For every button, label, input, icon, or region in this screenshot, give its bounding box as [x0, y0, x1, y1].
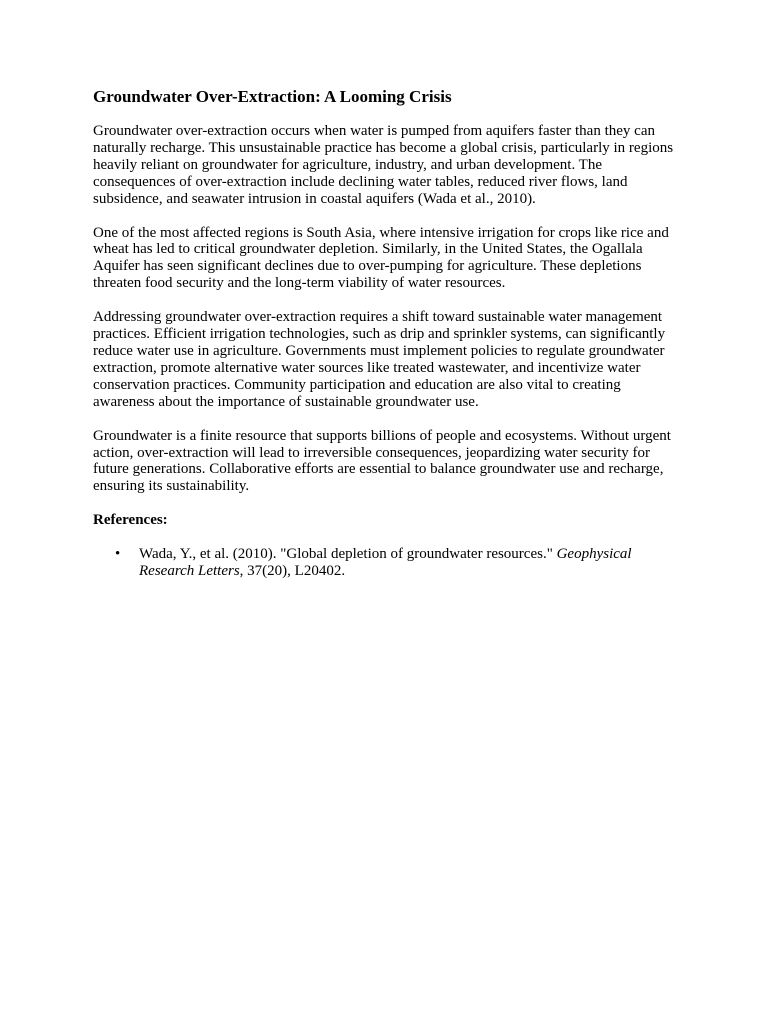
bullet-icon: •: [115, 546, 121, 563]
paragraph-solutions: Addressing groundwater over-extraction requires a shift toward sustainable water management practices. Efficient irrigation technologies, such as drip and sprinkler systems, can significantly reduce water use in agriculture. Governments must implement policies to regulate groundwater extraction, promote alternative water sources like treated wastewater, and incentivize water conservation practices. Community participation and education are also vital to creating awareness about the importance of sustainable groundwater use.: [93, 309, 666, 410]
references-heading: References:: [93, 512, 168, 529]
paragraph-conclusion: Groundwater is a finite resource that supports billions of people and ecosystems. Without urgent action, over-extraction will lead to irreversible consequences, jeopardizing water security for future generations. Collaborative efforts are essential to balance groundwater use and recharge, ensuring its sustainability.: [93, 427, 671, 495]
paragraph-intro: Groundwater over-extraction occurs when water is pumped from aquifers faster than they can naturally recharge. This unsustainable practice has become a global crisis, particularly in regions heavily reliant on groundwater for agriculture, industry, and urban development. The consequences of over-extraction include declining water tables, reduced river flows, land subsidence, and seawater intrusion in coastal aquifers (Wada et al., 2010).: [93, 123, 674, 207]
references-list: [93, 546, 683, 580]
document-page: [93, 86, 683, 580]
reference-journal: Geophysical Research Letters: [139, 546, 632, 580]
document-title: Groundwater Over-Extraction: A Looming Crisis: [93, 87, 452, 106]
reference-authors-title: Wada, Y., et al. (2010). "Global depletion of groundwater resources.": [139, 546, 557, 563]
reference-details: , 37(20), L20402.: [239, 563, 346, 580]
paragraph-affected-regions: One of the most affected regions is South Asia, where intensive irrigation for crops like rice and wheat has led to critical groundwater depletion. Similarly, in the United States, the Ogallala Aquifer has seen significant declines due to over-pumping for agriculture. These depletions threaten food security and the long-term viability of water resources.: [93, 224, 669, 292]
reference-item: [93, 546, 683, 580]
